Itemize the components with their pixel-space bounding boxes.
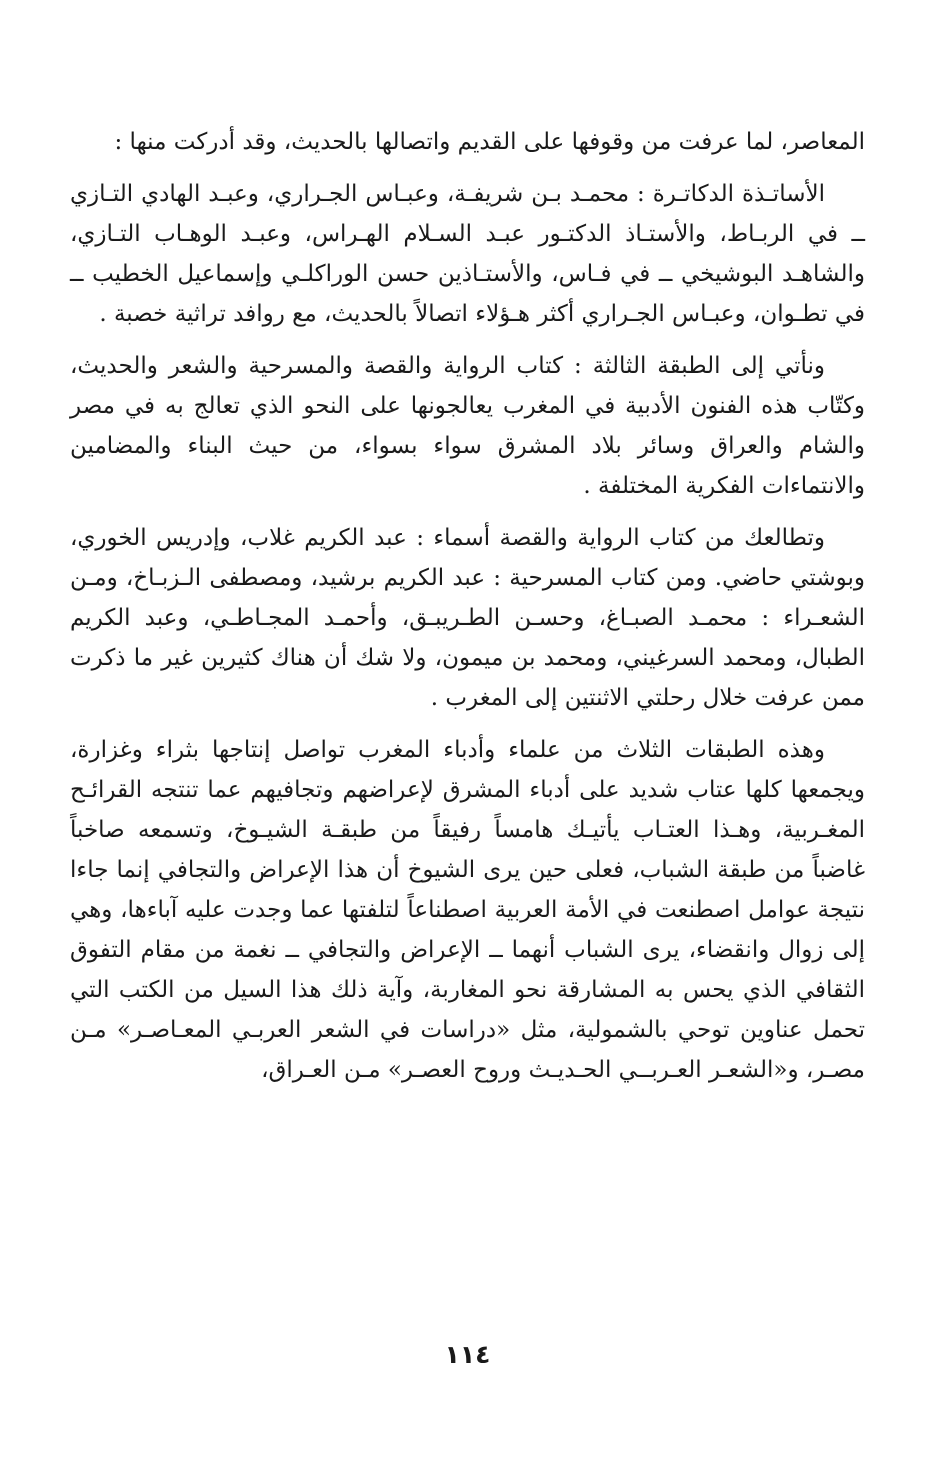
- paragraph-three-classes: وهذه الطبقات الثلاث من علماء وأدباء المغرب تواصل إنتاجها بثراء وغزارة، ويجمعها كلها عتاب شديد على أدباء المشرق لإعراضهم وتجافيهم عما تنتجه القرائـح المغـربية، وهـذا العتـاب يأتيـك هامساً رفيقاً من طبقـة الشيـوخ، وتسمعه صاخباً غاضباً من طبقة الشباب، فعلى حين يرى الشيوخ أن هذا الإعراض والتجافي إنما جاءا نتيجة عوامل اصطنعت في الأمة العربية اصطناعاً لتلفتها عما وجدت عليه آباءها، وهي إلى زوال وانقضاء، يرى الشباب أنهما ــ الإعراض والتجافي ــ نغمة من مقام التفوق الثقافي الذي يحس به المشارقة نحو المغاربة، وآية ذلك هذا السيل من الكتب التي تحمل عناوين توحي بالشمولية، مثل «دراسات في الشعر العربـي المعـاصـر» مـن مصـر، و«الشعـر العـربــي الحـديـث وروح العصـر» مـن العـراق،: [70, 737, 865, 1083]
- paragraph-third-class: ونأتي إلى الطبقة الثالثة : كتاب الرواية والقصة والمسرحية والشعر والحديث، وكتّاب هذه الفنون الأدبية في المغرب يعالجونها على النحو الذي تعالج به في مصر والشام والعراق وسائر بلاد المشرق سواء بسواء، من حيث البناء والمضامين والانتماءات الفكرية المختلفة .: [70, 353, 865, 499]
- page-body: [70, 122, 865, 1090]
- page-number: ١١٤: [444, 1340, 491, 1369]
- paragraph-professors: الأساتـذة الدكاتـرة : محمـد بـن شريفـة، وعبـاس الجـراري، وعبـد الهادي التـازي ــ في الربـاط، والأستـاذ الدكتـور عبـد السـلام الهـراس، وعبـد الوهـاب التـازي، والشاهـد البوشيخي ــ في فـاس، والأستـاذين حسن الوراكلـي وإسماعيل الخطيب ــ في تطـوان، وعبـاس الجـراري أكثر هـؤلاء اتصالاً بالحديث، مع روافد تراثية خصبة .: [70, 181, 865, 327]
- paragraph-writers-names: وتطالعك من كتاب الرواية والقصة أسماء : عبد الكريم غلاب، وإدريس الخوري، وبوشتي حاضي. ومن كتاب المسرحية : عبد الكريم برشيد، ومصطفى الـزبـاخ، ومـن الشعـراء : محمـد الصبـاغ، وحسـن الطـريبـق، وأحمـد المجـاطـي، وعبد الكريم الطبال، ومحمد السرغيني، ومحمد بن ميمون، ولا شك أن هناك كثيرين غير ما ذكرت ممن عرفت خلال رحلتي الاثنتين إلى المغرب .: [70, 525, 865, 711]
- paragraph-continuation: المعاصر، لما عرفت من وقوفها على القديم واتصالها بالحديث، وقد أدركت منها :: [114, 129, 865, 155]
